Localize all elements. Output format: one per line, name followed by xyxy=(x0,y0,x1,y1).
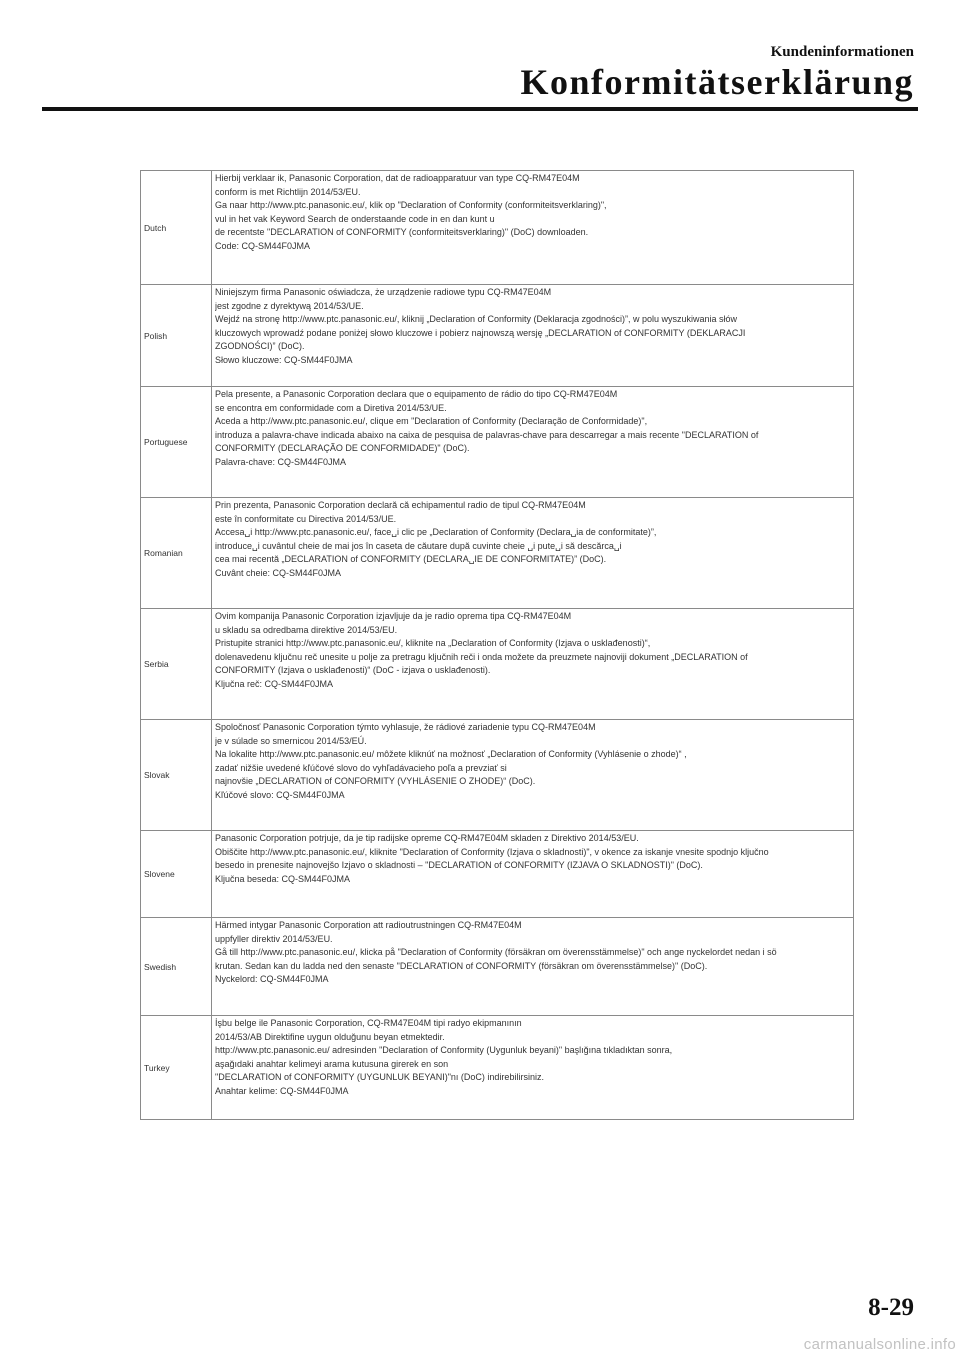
declaration-line: Palavra-chave: CQ-SM44F0JMA xyxy=(215,456,347,467)
declaration-line: Kľúčové slovo: CQ-SM44F0JMA xyxy=(215,789,345,800)
declaration-line: Ključna reč: CQ-SM44F0JMA xyxy=(215,678,334,689)
declaration-row xyxy=(141,609,854,720)
language-label: Slovene xyxy=(141,831,212,918)
declaration-line: aşağıdaki anahtar kelimeyi arama kutusuna girerek en son xyxy=(215,1058,449,1069)
language-label: Polish xyxy=(141,285,212,387)
declaration-line: Nyckelord: CQ-SM44F0JMA xyxy=(215,974,329,984)
declaration-line: Pristupite stranici http://www.ptc.panasonic.eu/, kliknite na „Declaration of Conformity (Izjava o usklađenosti)“, xyxy=(215,638,651,648)
declaration-line: Ga naar http://www.ptc.panasonic.eu/, klik op "Declaration of Conformity (conformiteitsverklaring)", xyxy=(215,200,607,210)
language-label: Portuguese xyxy=(141,387,212,498)
declaration-line: se encontra em conformidade com a Diretiva 2014/53/UE. xyxy=(215,402,447,413)
declaration-line: Pela presente, a Panasonic Corporation declara que o equipamento de rádio do tipo CQ-RM47E04M xyxy=(215,389,618,399)
language-label: Swedish xyxy=(141,918,212,1016)
declaration-table xyxy=(140,170,854,1120)
declaration-line: u skladu sa odredbama direktive 2014/53/EU. xyxy=(215,624,398,635)
declaration-line: dolenavedenu ključnu reč unesite u polje za pretragu ključnih reči i onda možete da preuzmete najnoviji dokument „DECLARATION of xyxy=(215,651,748,662)
declaration-line: cea mai recentă „DECLARATION of CONFORMITY (DECLARA␣IE DE CONFORMITATE)” (DoC). xyxy=(215,554,607,564)
declaration-line: este în conformitate cu Directiva 2014/53/UE. xyxy=(215,513,397,524)
declaration-line: Code: CQ-SM44F0JMA xyxy=(215,240,311,251)
declaration-line: Hierbij verklaar ik, Panasonic Corporation, dat de radioapparatuur van type CQ-RM47E04M xyxy=(215,173,580,183)
declaration-text xyxy=(212,918,854,1016)
declaration-line: Spoločnosť Panasonic Corporation týmto vyhlasuje, že rádiové zariadenie typu CQ-RM47E04M xyxy=(215,722,596,732)
declaration-line: zadať nižšie uvedené kľúčové slovo do vyhľadávacieho poľa a prevziať si xyxy=(215,762,507,773)
declaration-row xyxy=(141,831,854,918)
declaration-table-body xyxy=(141,171,854,1120)
declaration-row xyxy=(141,387,854,498)
declaration-line: 2014/53/AB Direktifine uygun olduğunu beyan etmektedir. xyxy=(215,1031,445,1042)
declaration-line: besedo in prenesite najnovejšo Izjavo o skladnosti – "DECLARATION of CONFORMITY (IZJAVA O SKLADNOSTI)" (DoC). xyxy=(215,860,703,870)
declaration-line: jest zgodne z dyrektywą 2014/53/UE. xyxy=(215,300,364,311)
declaration-text xyxy=(212,609,854,720)
declaration-line: conform is met Richtlijn 2014/53/EU. xyxy=(215,186,361,197)
declaration-line: kluczowych wprowadź podane poniżej słowo kluczowe i pobierz najnowszą wersję „DECLARATION of CONFORMITY (DEKLARACJI xyxy=(215,327,746,338)
declaration-line: Härmed intygar Panasonic Corporation att radioutrustningen CQ-RM47E04M xyxy=(215,920,522,930)
declaration-line: http://www.ptc.panasonic.eu/ adresinden "Declaration of Conformity (Uygunluk beyani)" başlığına tıkladıktan sonra, xyxy=(215,1045,673,1055)
declaration-line: de recentste "DECLARATION of CONFORMITY (conformiteitsverklaring)" (DoC) downloaden. xyxy=(215,227,589,237)
declaration-text xyxy=(212,831,854,918)
declaration-line: Na lokalite http://www.ptc.panasonic.eu/ môžete kliknúť na možnosť „Declaration of Conformity (Vyhlásenie o zhode)“ , xyxy=(215,749,687,759)
declaration-line: krutan. Sedan kan du ladda ned den senaste "DECLARATION of CONFORMITY (försäkran om överensstämmelse)" (DoC). xyxy=(215,960,708,971)
declaration-text xyxy=(212,387,854,498)
language-label: Serbia xyxy=(141,609,212,720)
language-label: Slovak xyxy=(141,720,212,831)
language-label: Turkey xyxy=(141,1016,212,1120)
declaration-text xyxy=(212,720,854,831)
declaration-line: Wejdź na stronę http://www.ptc.panasonic.eu/, kliknij „Declaration of Conformity (Deklaracja zgodności)”, w polu wyszukiwania słów xyxy=(215,314,738,324)
site-watermark: carmanualsonline.info xyxy=(803,1336,956,1353)
declaration-text xyxy=(212,498,854,609)
declaration-text xyxy=(212,285,854,387)
declaration-line: CONFORMITY (Izjava o usklađenosti)“ (DoC - izjava o usklađenosti). xyxy=(215,665,491,675)
declaration-line: ZGODNOŚCI)” (DoC). xyxy=(215,341,305,351)
declaration-line: Ključna beseda: CQ-SM44F0JMA xyxy=(215,873,351,884)
declaration-line: Gå till http://www.ptc.panasonic.eu/, klicka på "Declaration of Conformity (försäkran om överensstämmelse)" och ange nyckelordet nedan i sö xyxy=(215,947,777,957)
declaration-text xyxy=(212,1016,854,1120)
declaration-row xyxy=(141,498,854,609)
declaration-line: İşbu belge ile Panasonic Corporation, CQ-RM47E04M tipi radyo ekipmanının xyxy=(215,1018,522,1028)
declaration-text xyxy=(212,171,854,285)
declaration-line: Niniejszym firma Panasonic oświadcza, że urządzenie radiowe typu CQ-RM47E04M xyxy=(215,287,552,297)
declaration-row xyxy=(141,1016,854,1120)
declaration-line: Anahtar kelime: CQ-SM44F0JMA xyxy=(215,1085,349,1096)
language-label: Romanian xyxy=(141,498,212,609)
declaration-line: uppfyller direktiv 2014/53/EU. xyxy=(215,933,333,944)
declaration-line: Accesa␣i http://www.ptc.panasonic.eu/, face␣i clic pe „Declaration of Conformity (Declara␣ia de conformitate)”, xyxy=(215,527,657,537)
declaration-line: Prin prezenta, Panasonic Corporation declară că echipamentul radio de tipul CQ-RM47E04M xyxy=(215,500,586,510)
page-title: Konformitätserklärung xyxy=(520,62,914,102)
declaration-row xyxy=(141,918,854,1016)
declaration-line: vul in het vak Keyword Search de onderstaande code in en dan kunt u xyxy=(215,213,495,224)
declaration-row xyxy=(141,285,854,387)
declaration-line: Obiščite http://www.ptc.panasonic.eu/, kliknite "Declaration of Conformity (Izjava o skladnosti)", v okence za iskanje vnesite spodnjo ključno xyxy=(215,846,769,857)
declaration-line: CONFORMITY (DECLARAÇÃO DE CONFORMIDADE)" (DoC). xyxy=(215,443,470,453)
declaration-line: Cuvânt cheie: CQ-SM44F0JMA xyxy=(215,567,342,578)
header-divider xyxy=(42,107,918,111)
declaration-line: najnovšie „DECLARATION of CONFORMITY (VYHLÁSENIE O ZHODE)“ (DoC). xyxy=(215,776,536,786)
declaration-row xyxy=(141,720,854,831)
declaration-line: introduza a palavra-chave indicada abaixo na caixa de pesquisa de palavras-chave para descarregar a mais recente "DECLARATION of xyxy=(215,429,759,440)
declaration-line: Panasonic Corporation potrjuje, da je tip radijske opreme CQ-RM47E04M skladen z Direktivo 2014/53/EU. xyxy=(215,833,639,843)
declaration-line: Aceda a http://www.ptc.panasonic.eu/, clique em "Declaration of Conformity (Declaração de Conformidade)", xyxy=(215,416,648,426)
declaration-line: Słowo kluczowe: CQ-SM44F0JMA xyxy=(215,354,353,365)
declaration-row xyxy=(141,171,854,285)
page-number: 8-29 xyxy=(868,1294,914,1321)
declaration-line: "DECLARATION of CONFORMITY (UYGUNLUK BEYANI)"nı (DoC) indirebilirsiniz. xyxy=(215,1072,544,1082)
section-label: Kundeninformationen xyxy=(770,44,914,60)
declaration-line: introduce␣i cuvântul cheie de mai jos în caseta de căutare după cuvinte cheie ␣i pute␣i să descărca␣i xyxy=(215,540,622,551)
declaration-line: Ovim kompanija Panasonic Corporation izjavljuje da je radio oprema tipa CQ-RM47E04M xyxy=(215,611,572,621)
language-label: Dutch xyxy=(141,171,212,285)
declaration-line: je v súlade so smernicou 2014/53/EÚ. xyxy=(215,735,367,746)
